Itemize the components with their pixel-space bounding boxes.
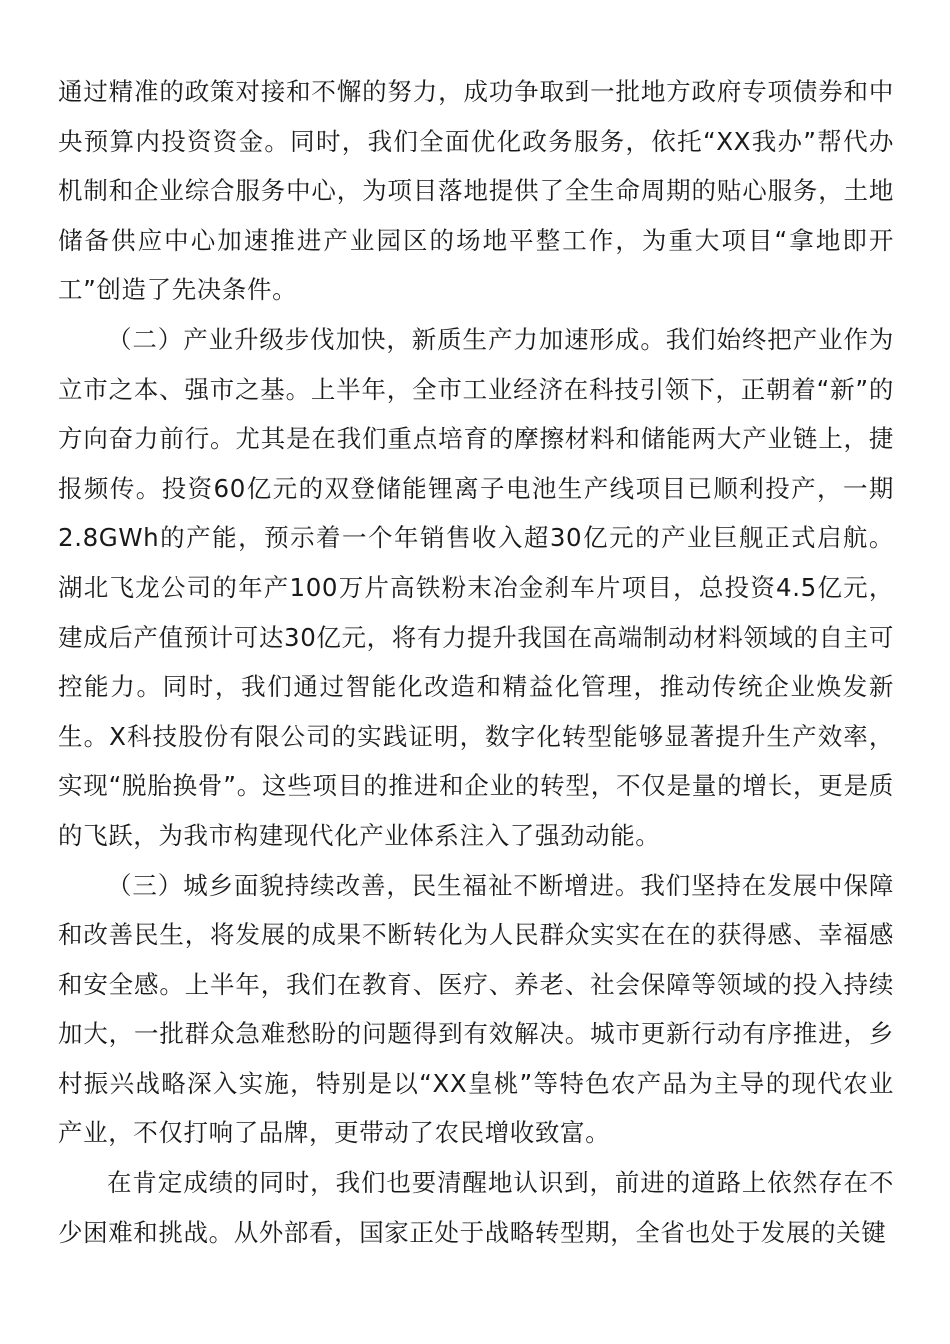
document-body: [58, 67, 894, 1257]
paragraph-continuation: 通过精准的政策对接和不懈的努力，成功争取到一批地方政府专项债券和中央预算内投资资金。同时，我们全面优化政务服务，依托“XX我办”帮代办机制和企业综合服务中心，为项目落地提供了全生命周期的贴心服务，土地储备供应中心加速推进产业园区的场地平整工作，为重大项目“拿地即开工”创造了先决条件。: [58, 77, 894, 305]
paragraph-livelihood: （三）城乡面貌持续改善，民生福祉不断增进。我们坚持在发展中保障和改善民生，将发展的成果不断转化为人民群众实实在在的获得感、幸福感和安全感。上半年，我们在教育、医疗、养老、社会保障等领域的投入持续加大，一批群众急难愁盼的问题得到有效解决。城市更新行动有序推进，乡村振兴战略深入实施，特别是以“XX皇桃”等特色农产品为主导的现代农业产业，不仅打响了品牌，更带动了农民增收致富。: [58, 870, 894, 1148]
paragraph-challenges: 在肯定成绩的同时，我们也要清醒地认识到，前进的道路上依然存在不少困难和挑战。从外部看，国家正处于战略转型期，全省也处于发展的关键: [58, 1168, 894, 1247]
paragraph-industry-upgrade: （二）产业升级步伐加快，新质生产力加速形成。我们始终把产业作为立市之本、强市之基。上半年，全市工业经济在科技引领下，正朝着“新”的方向奋力前行。尤其是在我们重点培育的摩擦材料和储能两大产业链上，捷报频传。投资60亿元的双登储能锂离子电池生产线项目已顺利投产，一期2.8GWh的产能，预示着一个年销售收入超30亿元的产业巨舰正式启航。湖北飞龙公司的年产100万片高铁粉末冶金刹车片项目，总投资4.5亿元，建成后产值预计可达30亿元，将有力提升我国在高端制动材料领域的自主可控能力。同时，我们通过智能化改造和精益化管理，推动传统企业焕发新生。X科技股份有限公司的实践证明，数字化转型能够显著提升生产效率，实现“脱胎换骨”。这些项目的推进和企业的转型，不仅是量的增长，更是质的飞跃，为我市构建现代化产业体系注入了强劲动能。: [58, 324, 894, 850]
